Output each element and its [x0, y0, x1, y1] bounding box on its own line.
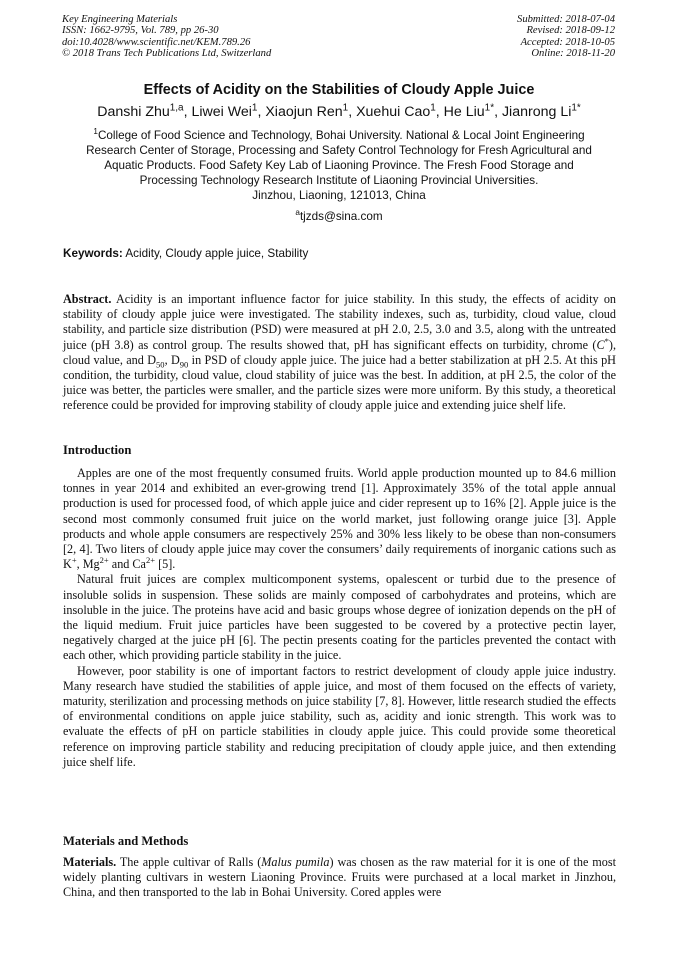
paper-title: Effects of Acidity on the Stabilities of Cloudy Apple Juice [143, 82, 535, 98]
submission-dates [517, 14, 615, 60]
abstract [63, 292, 616, 414]
date-online: Online: 2018-11-20 [531, 48, 615, 60]
keywords-text: Acidity, Cloudy apple juice, Stability [125, 247, 309, 260]
author: Liwei Wei$^1$, [191, 102, 266, 120]
author: Danshi Zhu$^{1,a}$, [97, 102, 192, 120]
materials-body [63, 855, 616, 901]
affiliation-line: Jinzhou, Liaoning, 121013, China [252, 189, 426, 202]
paragraph: Natural fruit juices are complex multicomponent systems, opalescent or turbid due to the presence of insoluble solids in suspension. These solids are mainly composed of carbohydrates and proteins, which are insoluble in the juice. The proteins have acid and basic groups whose degree of ionization depends on the pH of the liquid medium. Fruit juice particles have been suggested to be covered by a protective pectin layer, negatively charged at the juice pH [6]. The pectin presents coating for the particles prevented the contact with each other, which providing particle stability in the juice. [63, 572, 616, 663]
date-revised: Revised: 2018-09-12 [526, 25, 615, 37]
author-list [0, 104, 678, 120]
affiliation-line: Research Center of Storage, Processing and Safety Control Technology for Fresh Agricultural and [86, 144, 592, 157]
author: He Liu$^{1*}$, [443, 102, 502, 120]
affiliation-line: Aquatic Products. Food Safety Key Lab of Liaoning Province. The Fresh Food Storage and [104, 159, 574, 172]
journal-header [62, 14, 271, 60]
paragraph: However, poor stability is one of important factors to restrict development of cloudy apple juice industry. Many research have studied the stabilities of apple juice, and most of them focused on the effects of variety, maturity, sterilization and processing methods on juice stability [7, 8]. However, little research studied the effects of environmental conditions on apple juice stability, such as, acidity and ionic strength. This work was to evaluate the effects of pH on particle stabilities in cloudy apple juice. This could provide some theoretical reference on improving particle stability and reducing precipitation of cloudy apple juice, and then extending juice shelf life. [63, 663, 616, 769]
author: Xuehui Cao$^1$, [356, 102, 444, 120]
date-accepted: Accepted: 2018-10-05 [520, 36, 615, 48]
abstract-label: Abstract. [63, 292, 112, 306]
keywords-label: Keywords: [63, 247, 123, 260]
journal-copyright: © 2018 Trans Tech Publications Ltd, Switzerland [62, 48, 272, 60]
journal-name: Key Engineering Materials [62, 14, 178, 25]
affiliation-line: $^1$College of Food Science and Technology, Bohai University. National & Local Joint Engineering [93, 127, 585, 142]
abstract-paragraph: Abstract. Acidity is an important influence factor for juice stability. In this study, the effects of acidity on stability of cloudy apple juice were investigated. The stability indexes, such as, turbidity, cloud value, cloud stability, and particle size distribution (PSD) were measured at pH 2.0, 2.5, 3.0 and 3.5, along with the untreated juice (pH 3.8) as control group. The results showed that, pH has significant effects on turbidity, chrome (C*), cloud value, and $D_{50}$, $D_{90}$ in PSD of cloudy apple juice. The juice had a better stabilization at pH 2.5. At this pH condition, the turbidity, cloud value, cloud stability of juice was the best. In addition, at pH 2.5, the color of the juice was better, the particles were smaller, and the particle sizes were more uniform. By this study, a theoretical reference could be provided for improving stability of cloudy apple juice and extending juice shelf life. [63, 292, 617, 413]
section-heading-materials-methods: Materials and Methods [63, 834, 189, 848]
affiliation-line: Processing Technology Research Institute of Liaoning Provincial Universities. [139, 174, 539, 187]
author: Xiaojun Ren$^1$, [265, 102, 357, 120]
author: Jianrong $Li^{1*}$ [501, 102, 581, 120]
materials-label: Materials. [63, 855, 117, 869]
paragraph: Materials. The apple cultivar of Ralls (Malus pumila) was chosen as the raw material for it is one of the most widely planting cultivars in western Liaoning Province. Fruits were purchased at a local market in Jinzhou, China, and then transported to the lab in Bohai University. Cored apples were [63, 855, 617, 900]
journal-doi[interactable]: doi:10.4028/www.scientific.net/KEM.789.26 [62, 36, 251, 48]
paragraph: Apples are one of the most frequently consumed fruits. World apple production mounted up to 84.6 million tonnes in year 2014 and exhibited an ever-growing trend [1]. Approximately 35% of the total apple annual production is used for processed food, of which apple juice and cider represent up to 16% [2]. Apple juice is the second most commonly consumed fruit juice on the world market, just following orange juice [3]. Apple products and whole apple consumers are respectively 25% and 30% less likely to be obese than non-consumers [2, 4]. Two liters of cloudy apple juice may cover the consumers’ daily requirements of inorganic cations such as K+, $Mg^{2+}$ and $Ca^{2+}$ [5]. [63, 466, 616, 572]
date-submitted: Submitted: 2018-07-04 [517, 14, 615, 25]
corresponding-email[interactable]: $^a$tjzds@sina.com [295, 208, 383, 223]
affiliation [40, 128, 638, 203]
keywords [63, 247, 308, 260]
introduction-body [63, 466, 616, 770]
journal-issn: ISSN: 1662-9795, Vol. 789, pp 26-30 [62, 25, 219, 37]
section-heading-introduction: Introduction [63, 443, 132, 457]
